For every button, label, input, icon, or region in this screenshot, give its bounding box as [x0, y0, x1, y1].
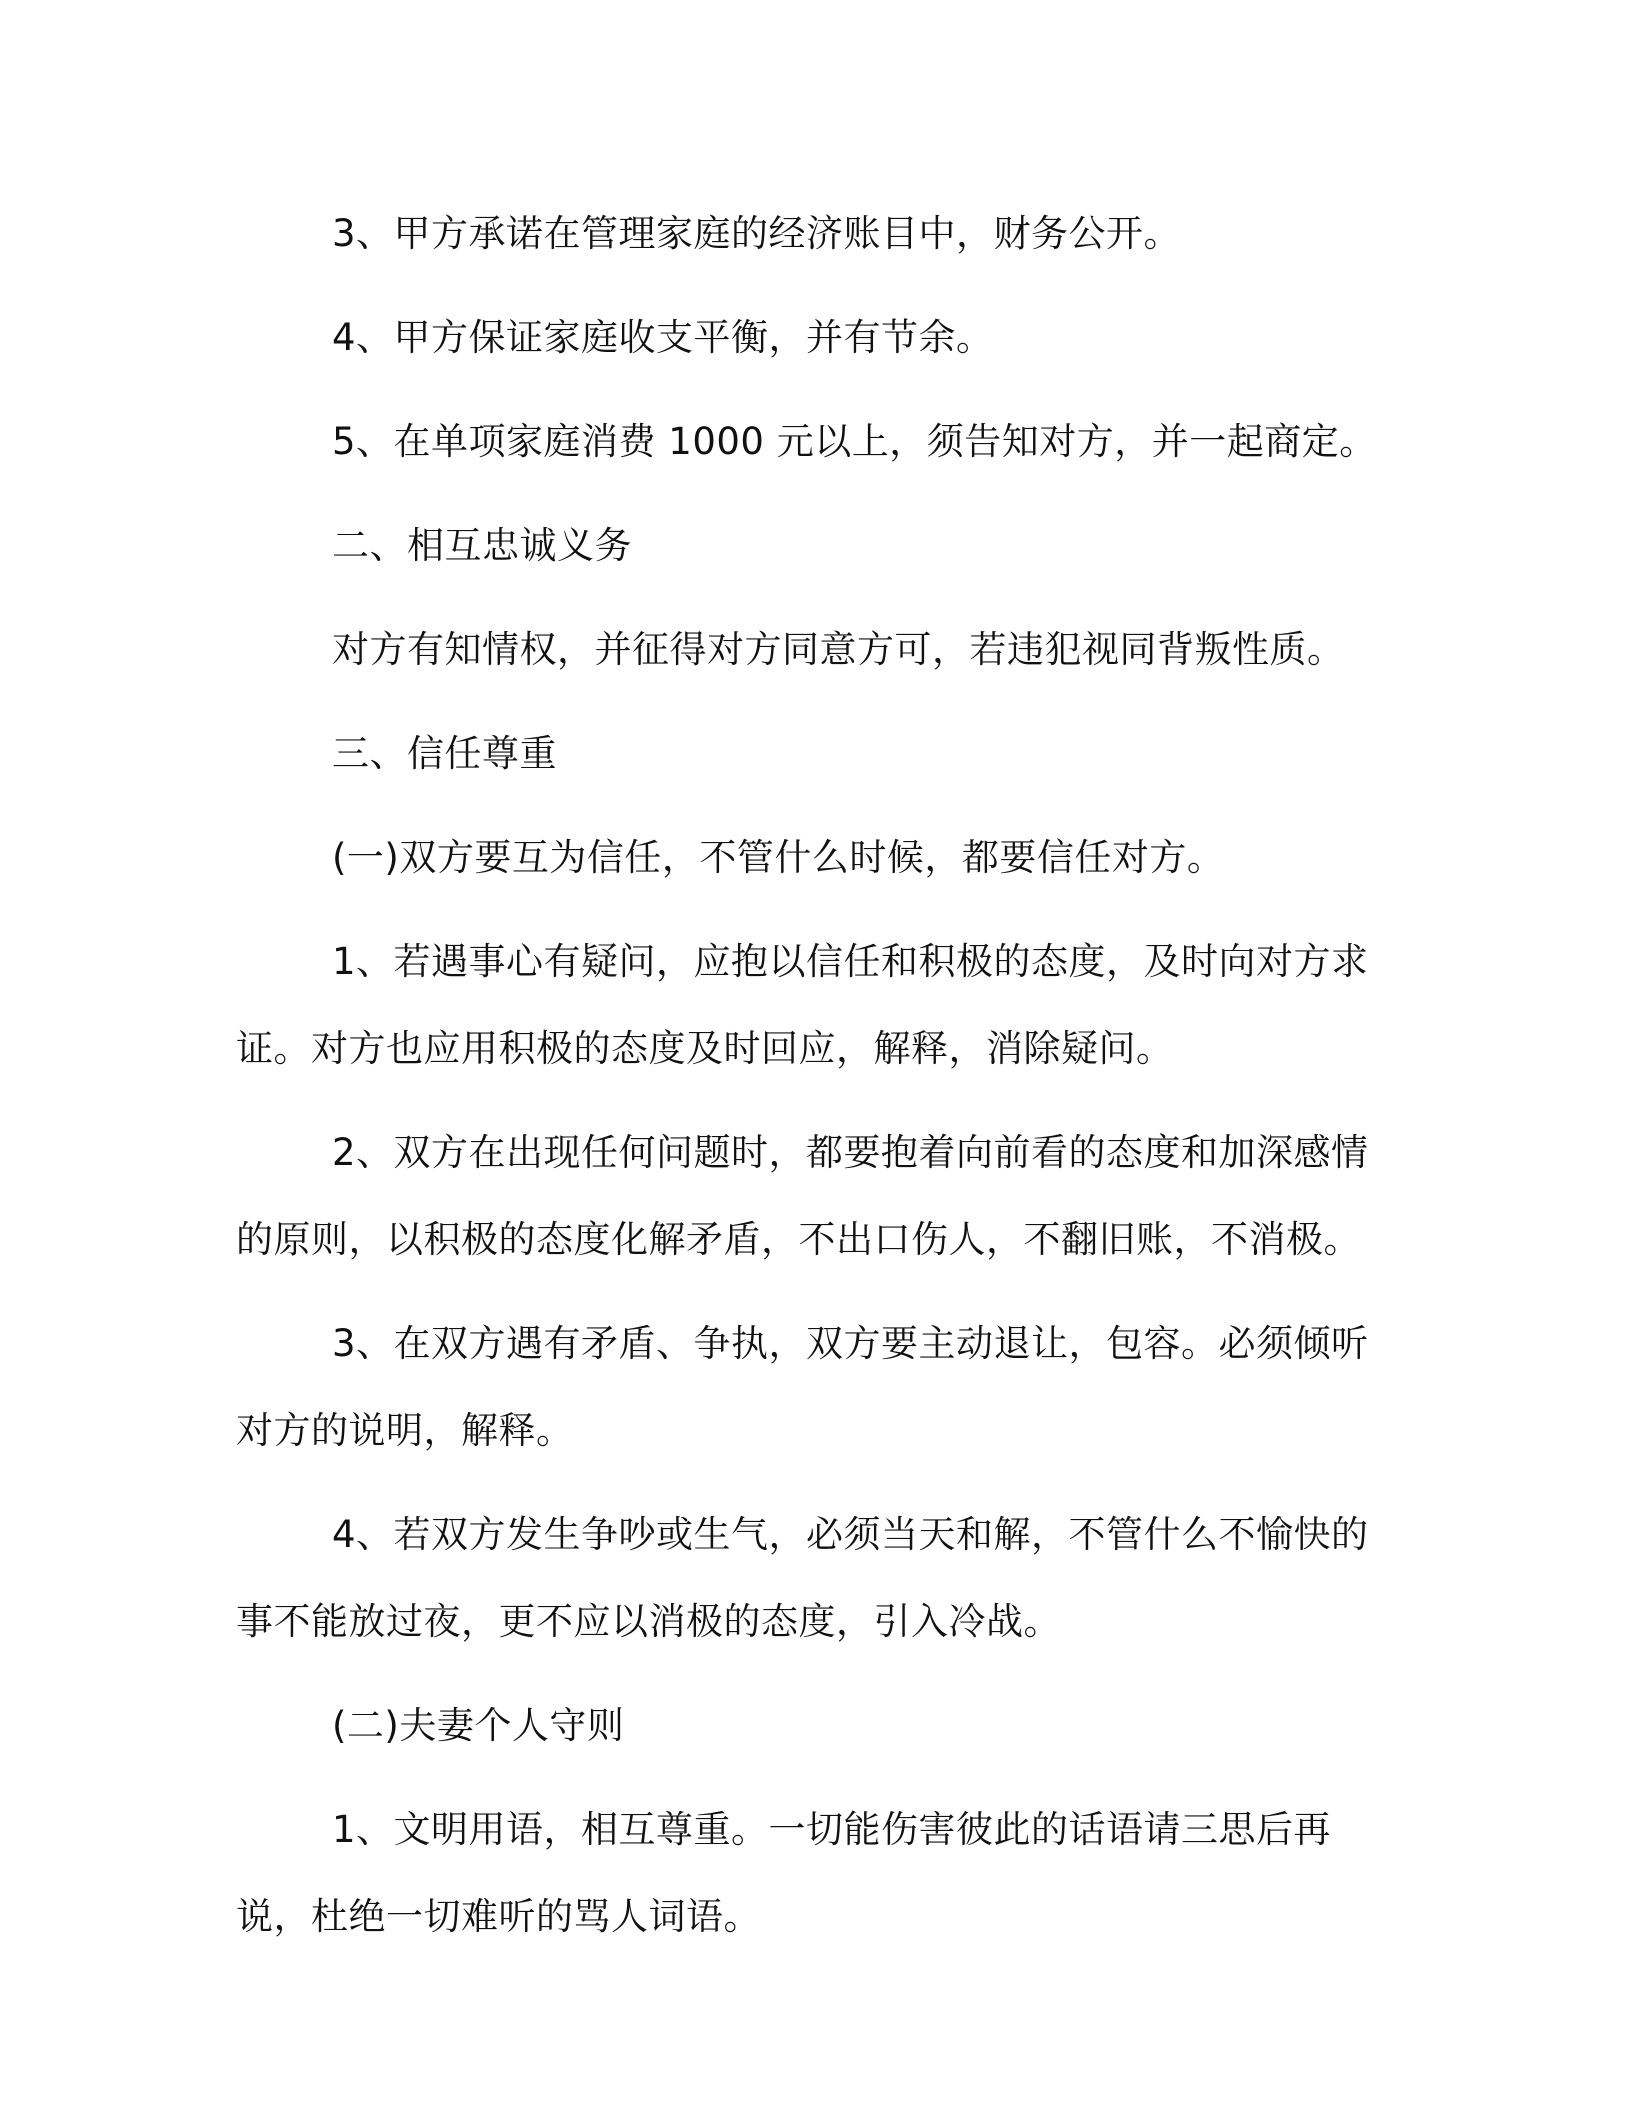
trust-item-4: 4、若双方发生争吵或生气，必须当天和解，不管什么不愉快的事不能放过夜，更不应以消极的态度，引入冷战。 [236, 1513, 1369, 1643]
clause-5-large-spending: 5、在单项家庭消费 1000 元以上，须告知对方，并一起商定。 [332, 420, 1377, 463]
trust-item-1: 1、若遇事心有疑问，应抱以信任和积极的态度，及时向对方求证。对方也应用积极的态度及时回应，解释，消除疑问。 [236, 940, 1369, 1070]
trust-item-2: 2、双方在出现任何问题时，都要抱着向前看的态度和加深感情的原则，以积极的态度化解矛盾，不出口伤人，不翻旧账，不消极。 [236, 1131, 1369, 1261]
document-body [236, 190, 1396, 1977]
clause-4-budget-balance: 4、甲方保证家庭收支平衡，并有节余。 [332, 316, 994, 359]
section-heading-loyalty: 二、相互忠诚义务 [332, 524, 632, 567]
subsection-heading-mutual-trust: (一)双方要互为信任，不管什么时候，都要信任对方。 [332, 836, 1225, 879]
clause-3-financial-transparency: 3、甲方承诺在管理家庭的经济账目中，财务公开。 [332, 212, 1182, 255]
subsection-heading-personal-rules: (二)夫妻个人守则 [332, 1704, 625, 1747]
trust-item-3: 3、在双方遇有矛盾、争执，双方要主动退让，包容。必须倾听对方的说明，解释。 [236, 1322, 1369, 1452]
section-heading-trust: 三、信任尊重 [332, 732, 557, 775]
personal-rule-1: 1、文明用语，相互尊重。一切能伤害彼此的话语请三思后再说，杜绝一切难听的骂人词语。 [236, 1808, 1332, 1938]
loyalty-paragraph: 对方有知情权，并征得对方同意方可，若违犯视同背叛性质。 [332, 628, 1345, 671]
